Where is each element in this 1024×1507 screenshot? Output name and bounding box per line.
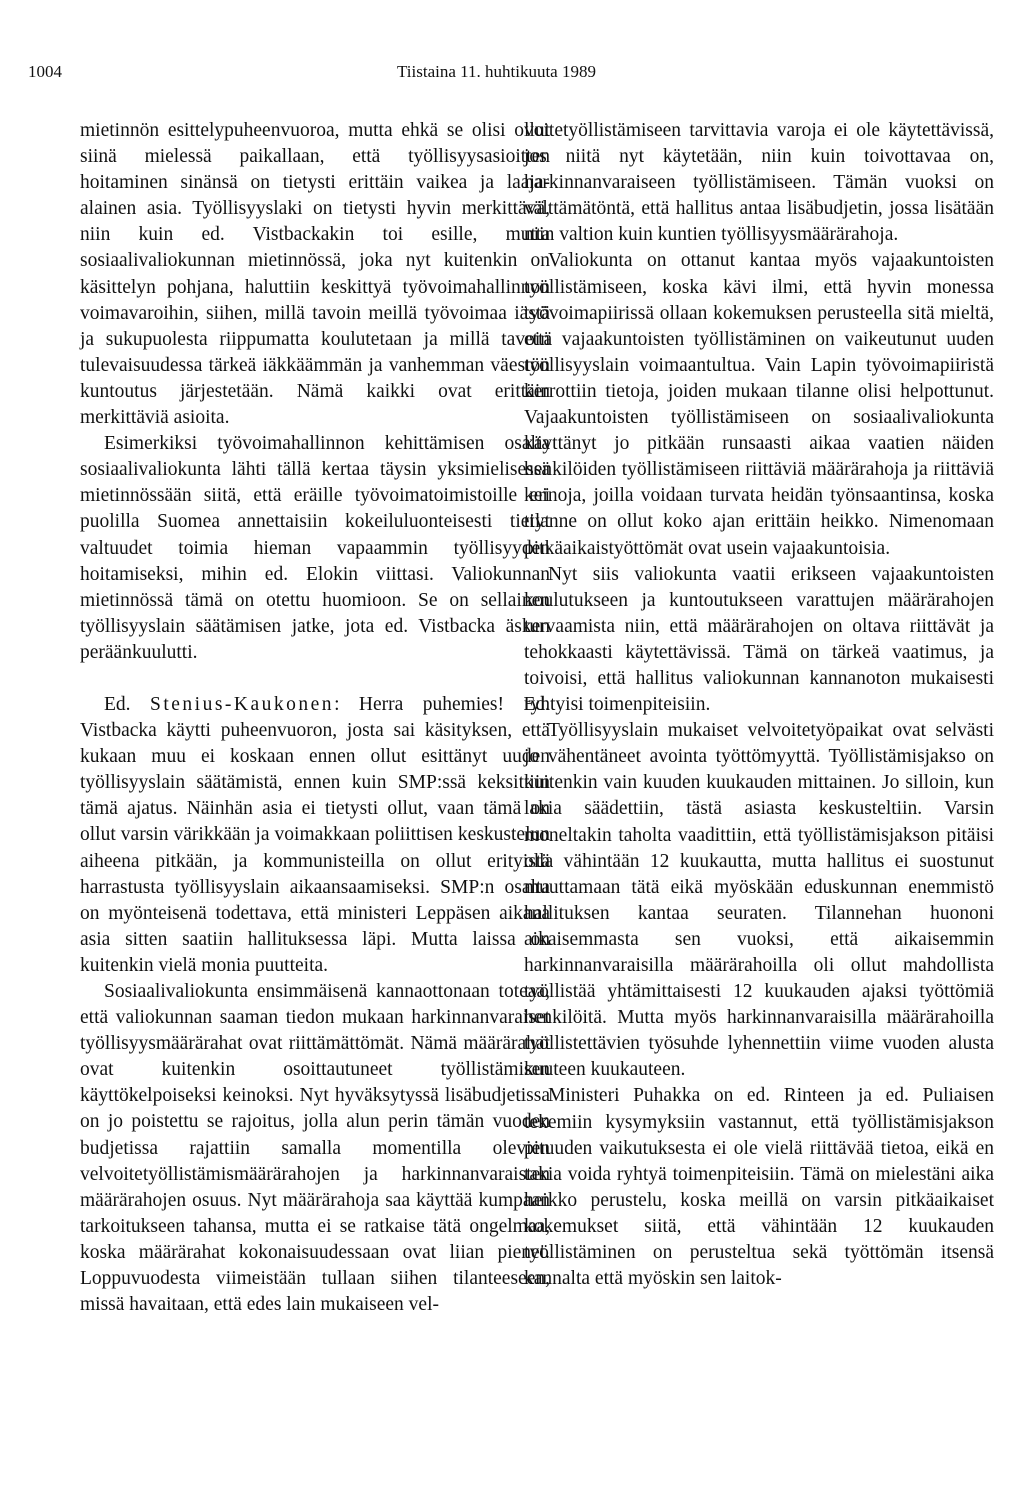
left-column xyxy=(80,118,550,1318)
right-column xyxy=(524,118,994,1292)
paragraph: Ministeri Puhakka on ed. Rinteen ja ed. Puliaisen tekemiin kysymyksiin vastannut, että työllistämisjakson pituuden vaikutuksesta ei ole vielä riittävää tietoa, eikä en takia voida ryhtyä toimenpiteisiin. Tämä on mielestäni aika heikko perustelu, koska meillä on varsin pitkäaikaiset kokemukset siitä, että vähintään 12 kuukauden työllistäminen on perusteltua sekä työttömän itsensä kannalta että myöskin sen laitok- xyxy=(524,1085,994,1290)
page-header xyxy=(28,62,996,86)
speech-text: : Herra puhemies! Ed. Vistbacka käytti puheenvuoron, josta sai käsityksen, että kukaan muu ei koskaan ennen ollut esittänyt uuden työllisyyslain säätämistä, ennen kuin SMP:ssä keksittiin tämä ajatus. Näinhän asia ei tietysti ollut, vaan tämä on ollut varsin värikkään ja voimakkaan poliittisen keskustelun aiheena pitkään, ja kommunisteilla on ollut erityistä harrastusta työllisyyslain aikaansaamiseksi. SMP:n osalta on myönteisenä todettava, että ministeri Leppäsen aikana asia sitten saatiin hallituksessa läpi. Mutta laissa on kuitenkin vielä monia puutteita. xyxy=(80,693,550,976)
paragraph: Esimerkiksi työvoimahallinnon kehittämisen osalta sosiaalivaliokunta lähti tällä kertaa täysin yksimielisessä mietinnössään siitä, että eräille työvoimatoimistoille eri puolilla Suomea annettaisiin kokeiluluonteisesti tietyt valtuudet toimia hieman vapaammin työllisyyden hoitamiseksi, mihin ed. Elokin viittasi. Valiokunnan mietinnössä tämä on otettu huomioon. Se on sellainen työllisyyslain säätämisen jatke, jota ed. Vistbacka äsken peräänkuulutti. xyxy=(80,433,550,663)
speech-paragraph xyxy=(80,692,550,979)
paragraph: Työllisyyslain mukaiset velvoitetyöpaikat ovat selvästi jo vähentäneet avointa työttömyyttä. Työllistämisjakso on kuitenkin vain kuuden kuukauden mittainen. Jo silloin, kun lakia säädettiin, tästä asiasta keskusteltiin. Varsin moneltakin taholta vaadittiin, että työllistämisjakson pitäisi olla vähintään 12 kuukautta, mutta hallitus ei suostunut muuttamaan tätä eikä myöskään eduskunnan enemmistö hallituksen kantaa seuraten. Tilannehan huononi aikaisemmasta sen vuoksi, että aikaisemmin harkinnanvaraisilla määrärahoilla oli ollut mahdollista työllistää yhtämittaisesti 12 kuukauden ajaksi työttömiä henkilöitä. Mutta myös harkinnanvaraisilla määrärahoilla työllistettävien työsuhde lyhennettiin viime vuoden alusta kuuteen kuukauteen. xyxy=(524,720,994,1081)
paragraph: Sosiaalivaliokunta ensimmäisenä kannaottonaan toteaa, että valiokunnan saaman tiedon mukaan harkinnanvaraiset työllisyysmäärärahat ovat riittämättömät. Nämä määrärahat ovat kuitenkin osoittautuneet työllistämisen käyttökelpoiseksi keinoksi. Nyt hyväksytyssä lisäbudjetissa on jo poistettu se rajoitus, jolla alun perin tämän vuoden budjetissa rajattiin samalla momentilla olevien velvoitetyöllistämismäärärahojen ja harkinnanvaraisten määrärahojen osuus. Nyt määrärahoja saa käyttää kumpaan tarkoitukseen tahansa, mutta ei se ratkaise tätä ongelmaa, koska määrärahat kokonaisuudessaan ovat liian pienet. Loppuvuodesta viimeistään tullaan siihen tilanteeseen, missä havaitaan, että edes lain mukaiseen vel- xyxy=(80,981,550,1316)
paragraph: Valiokunta on ottanut kantaa myös vajaakuntoisten työllistämiseen, koska kävi ilmi, että hyvin monessa työvoimapiirissä ollaan kokemuksen perusteella sitä mieltä, että vajaakuntoisten työllistäminen on vaikeutunut uuden työllisyyslain voimaantultua. Vain Lapin työvoimapiiristä kerrottiin tietoja, joiden mukaan tilanne olisi helpottunut. Vajaakuntoisten työllistämiseen on sosiaalivaliokunta käyttänyt jo pitkään runsaasti aikaa vaatien näiden henkilöiden työllistämiseen riittäviä määrärahoja ja riittäviä keinoja, joilla voidaan turvata heidän työnsaantinsa, koska tilanne on ollut koko ajan erittäin heikko. Nimenomaan pitkäaikaistyöttömät ovat usein vajaakuntoisia. xyxy=(524,250,994,559)
speech-prefix: Ed. xyxy=(104,693,150,715)
running-header-date: Tiistaina 11. huhtikuuta 1989 xyxy=(397,62,596,81)
paragraph: Nyt siis valiokunta vaatii erikseen vajaakuntoisten koulutukseen ja kuntoutukseen varattujen määrärahojen turvaamista niin, että määrärahojen on oltava riittävät ja tehokkaasti käytettävissä. Tämä on tärkeä vaatimus, ja toivoisi, että hallitus valiokunnan kannanoton mukaisesti ryhtyisi toimenpiteisiin. xyxy=(524,563,994,716)
speaker-name: Stenius-Kaukonen xyxy=(150,693,335,715)
paragraph: voitetyöllistämiseen tarvittavia varoja ei ole käytettävissä, jos niitä nyt käytetään, niin kuin toivottavaa on, harkinnanvaraiseen työllistämiseen. Tämän vuoksi on välttämätöntä, että hallitus antaa lisäbudjetin, jossa lisätään niin valtion kuin kuntien työllisyysmäärärahoja. xyxy=(524,120,994,246)
paragraph: mietinnön esittelypuheenvuoroa, mutta ehkä se olisi ollut siinä mielessä paikallaan, että työllisyysasioitten hoitaminen sinänsä on tietysti erittäin vaikea ja laaja-alainen asia. Työllisyyslaki on tietysti hyvin merkittävä, niin kuin ed. Vistbackakin toi esille, mutta sosiaalivaliokunnan mietinnössä, joka nyt kuitenkin on käsittelyn pohjana, haluttiin keskittyä työvoimahallinnon voimavaroihin, siihen, millä tavoin meillä työvoimaa iästä ja sukupuolesta riippumatta koulutetaan ja millä tavoin tulevaisuudessa tärkeä iäkkäämmän ja vanhemman väestön kuntoutus järjestetään. Nämä kaikki ovat erittäin merkittäviä asioita. xyxy=(80,120,550,429)
page-number: 1004 xyxy=(28,62,62,81)
